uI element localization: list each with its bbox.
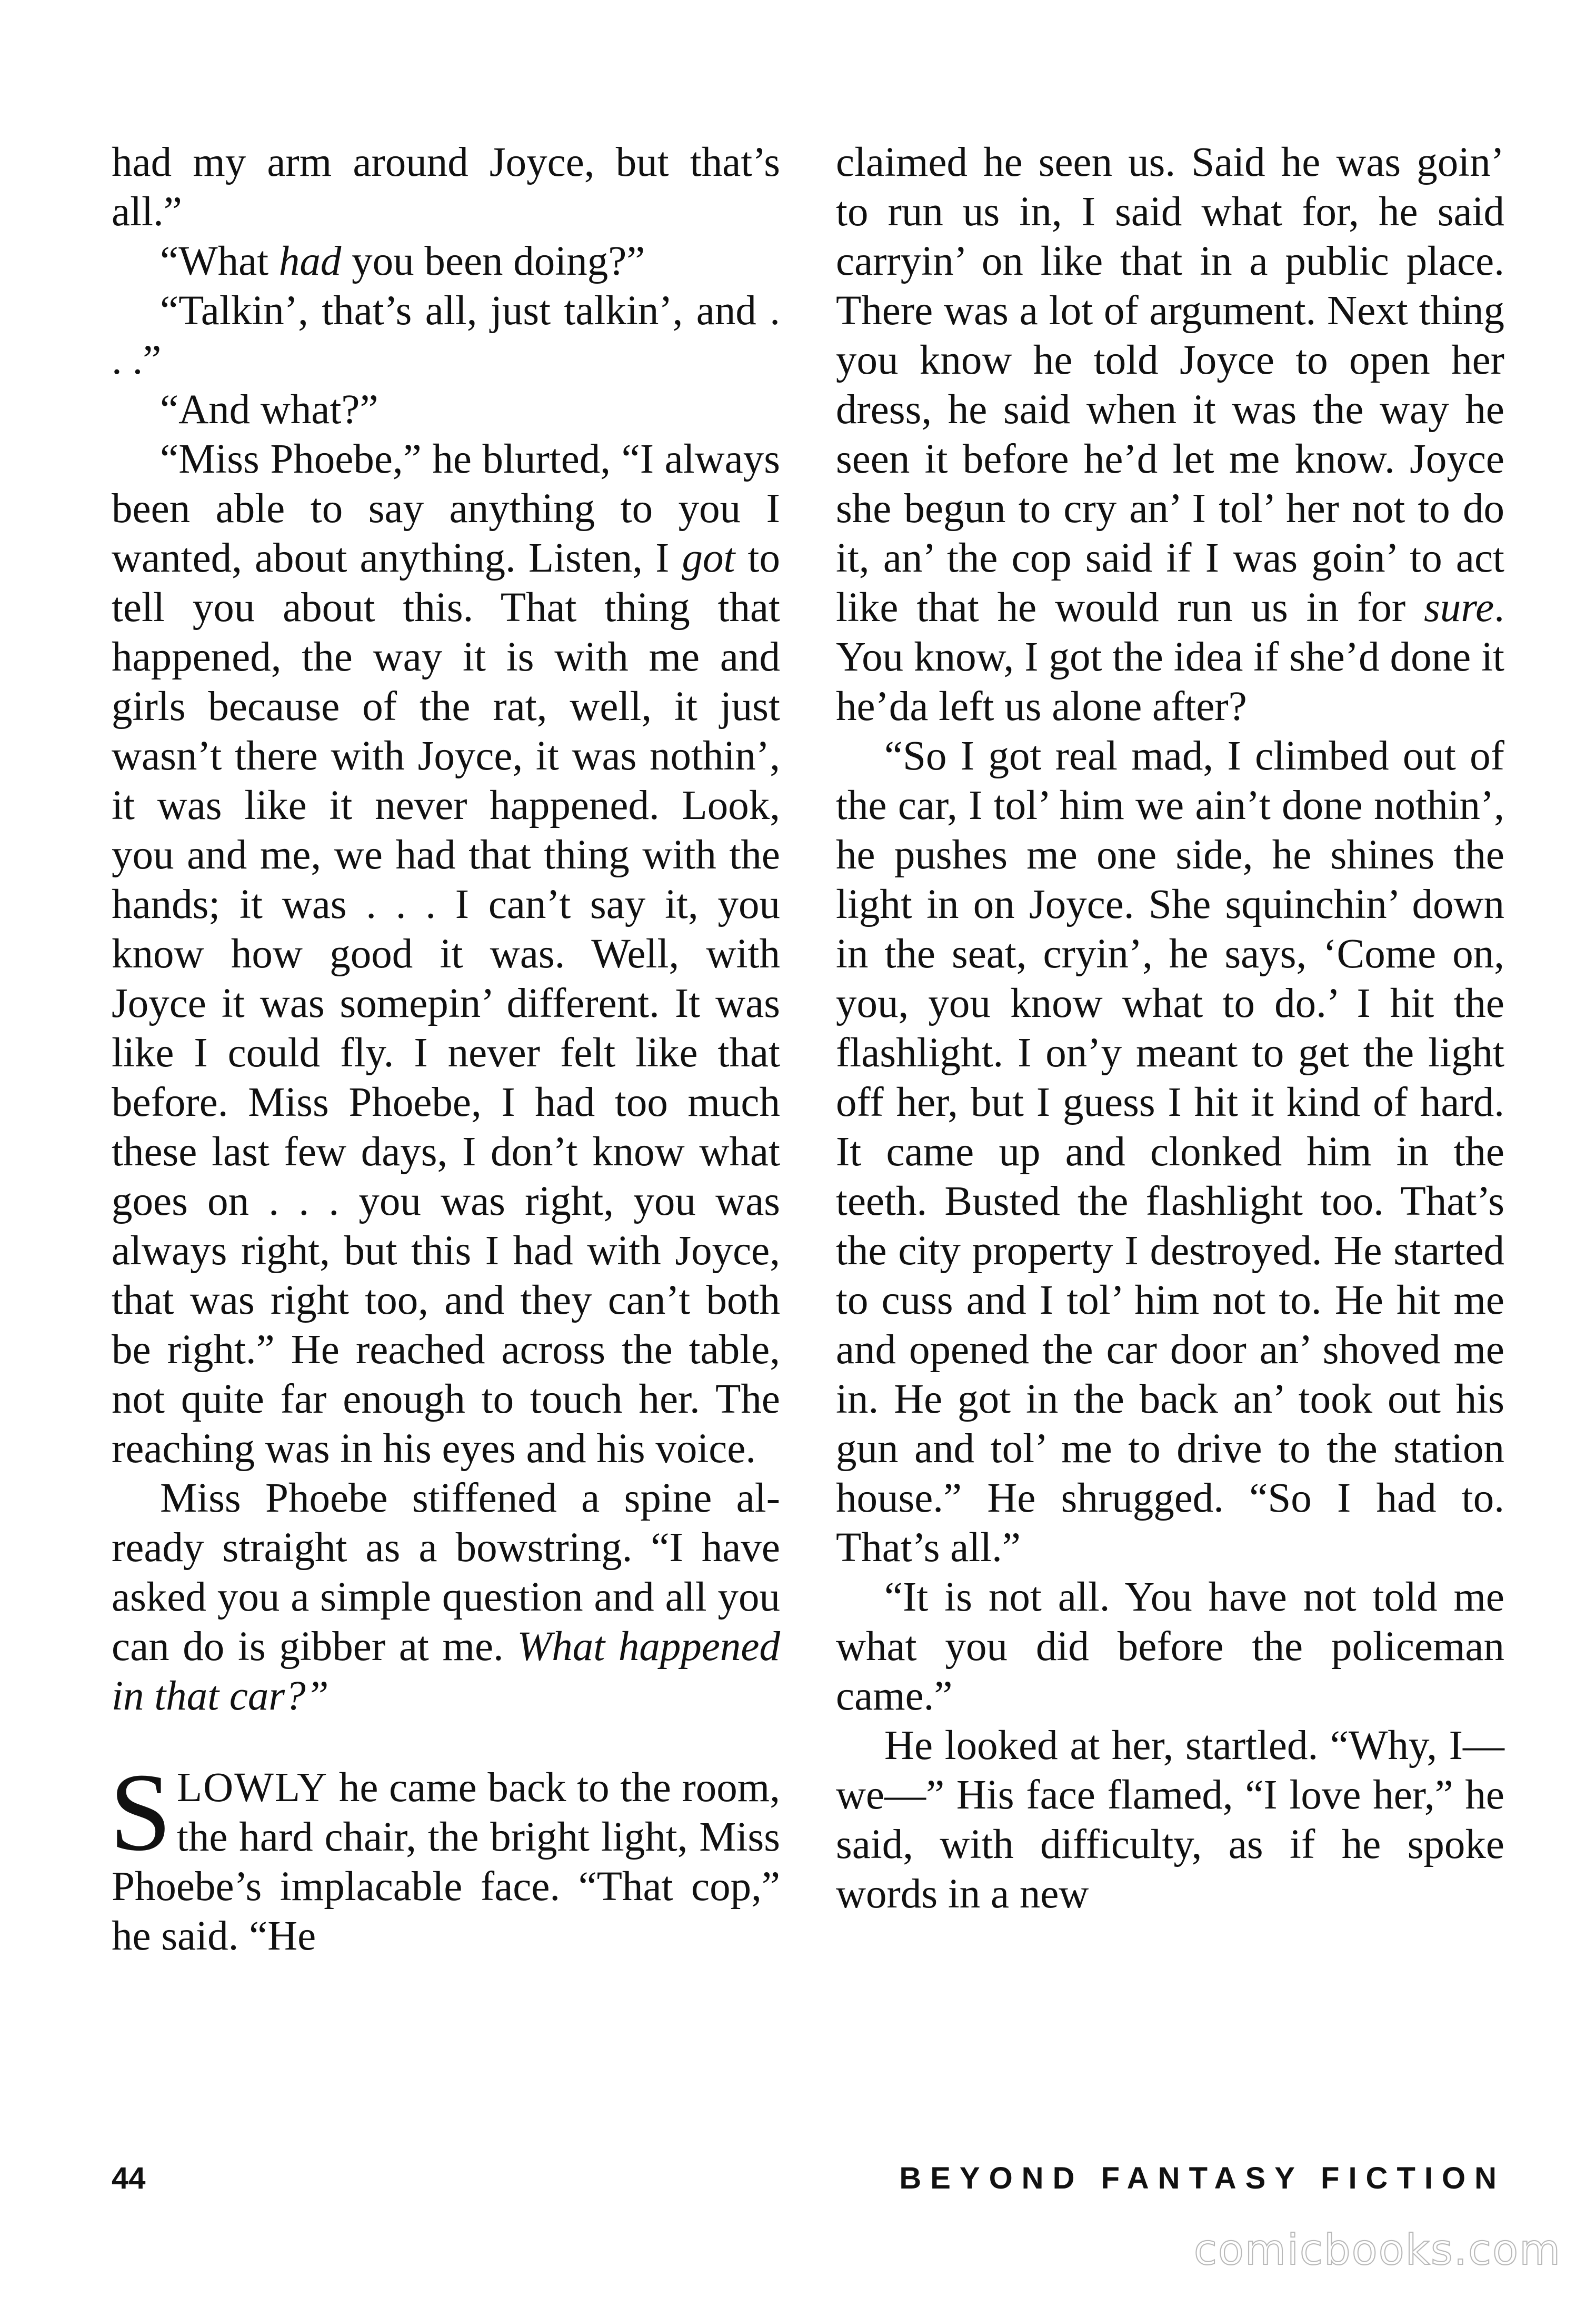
paragraph: He looked at her, startled. “Why, I—we—” His face flamed, “I love her,” he said, with difficulty, as if he spoke words in a new xyxy=(836,1723,1504,1917)
text-run: to tell you about this. That thing that happened, the way it is with me and girls because of the rat, well, it just wasn’t there with Joyce, it was nothin’, it was like it never happened. Look, you and me, we had that thing with the hands; it was . . . I can’t say it, you know how good it was. Well, with Joyce it was somepin’ different. It was like I could fly. I never felt like that before. Miss Phoebe, I had too much these last few days, I don’t know what goes on . . . you was right, you was always right, but this I had with Joyce, that was right too, and they can’t both be right.” He reached across the table, not quite far enough to touch her. The reaching was in his eyes and his voice. xyxy=(112,535,780,1472)
left-column xyxy=(109,138,780,1961)
drop-cap: S xyxy=(109,1750,172,1874)
page-number: 44 xyxy=(112,2161,146,2195)
paragraph-with-drop-cap xyxy=(109,1750,780,1961)
text-run: “What xyxy=(160,238,279,284)
italic-text: had xyxy=(278,238,342,284)
paragraph: “So I got real mad, I climbed out of the car, I tol’ him we ain’t done nothin’, he pushes me one side, he shines the light in on Joyce. She squinchin’ down in the seat, cryin’, he says, ‘Come on, you, you know what to do.’ I hit the flashlight. I on’y meant to get the light off her, but I guess I hit it kind of hard. It came up and clonked him in the teeth. Busted the flashlight too. That’s the city property I destroyed. He started to cuss and I tol’ him not to. He hit me and opened the car door an’ shoved me in. He got in the back an’ took out his gun and tol’ me to drive to the station house.” He shrugged. “So I had to. That’s all.” xyxy=(836,733,1504,1571)
text-run: claimed he seen us. Said he was goin’ to run us in, I said what for, he said carryin’ on like that in a public place. There was a lot of argument. Next thing you know he told Joyce to open her dress, he said when it was the way he seen it before he’d let me know. Joyce she begun to cry an’ I tol’ her not to do it, an’ the cop said if I was goin’ to act like that he would run us in for xyxy=(836,139,1504,631)
paragraph xyxy=(112,1474,780,1721)
small-caps-text: LOWLY xyxy=(176,1765,328,1811)
magazine-title: BEYOND FANTASY FICTION xyxy=(899,2161,1505,2195)
text-run: “Miss Phoebe,” he blurted, “I always been able to say anything to you I wanted, about anything. Listen, I xyxy=(112,436,780,581)
paragraph: “It is not all. You have not told me what you did before the policeman came.” xyxy=(836,1574,1504,1719)
text-run: Miss Phoebe stiffened a spine already straight as a bowstring. “I have asked you a simple question and all you can do is gibber at me. xyxy=(112,1475,780,1670)
paragraph: had my arm around Joyce, but that’s all.” xyxy=(112,139,780,235)
right-column xyxy=(836,138,1504,1919)
italic-text: What happened in that car?” xyxy=(112,1624,780,1719)
text-run: you been doing?” xyxy=(341,238,645,284)
page-footer xyxy=(112,2161,1505,2203)
paragraph: “Talkin’, that’s all, just talkin’, and . . .” xyxy=(112,288,780,383)
italic-text: got xyxy=(682,535,735,581)
paragraph xyxy=(112,237,780,286)
paragraph xyxy=(112,435,780,1474)
paragraph: “And what?” xyxy=(160,387,378,433)
text-run: he came back to the room, the hard chair, the bright light, Miss Phoebe’s implacable face. “That cop,” he said. “He xyxy=(112,1765,780,1959)
italic-text: sure xyxy=(1424,585,1494,631)
paragraph xyxy=(836,138,1504,732)
text-run: . You know, I got the idea if she’d done it he’da left us alone after? xyxy=(836,585,1504,730)
watermark: comicbooks.com xyxy=(1193,2225,1561,2274)
